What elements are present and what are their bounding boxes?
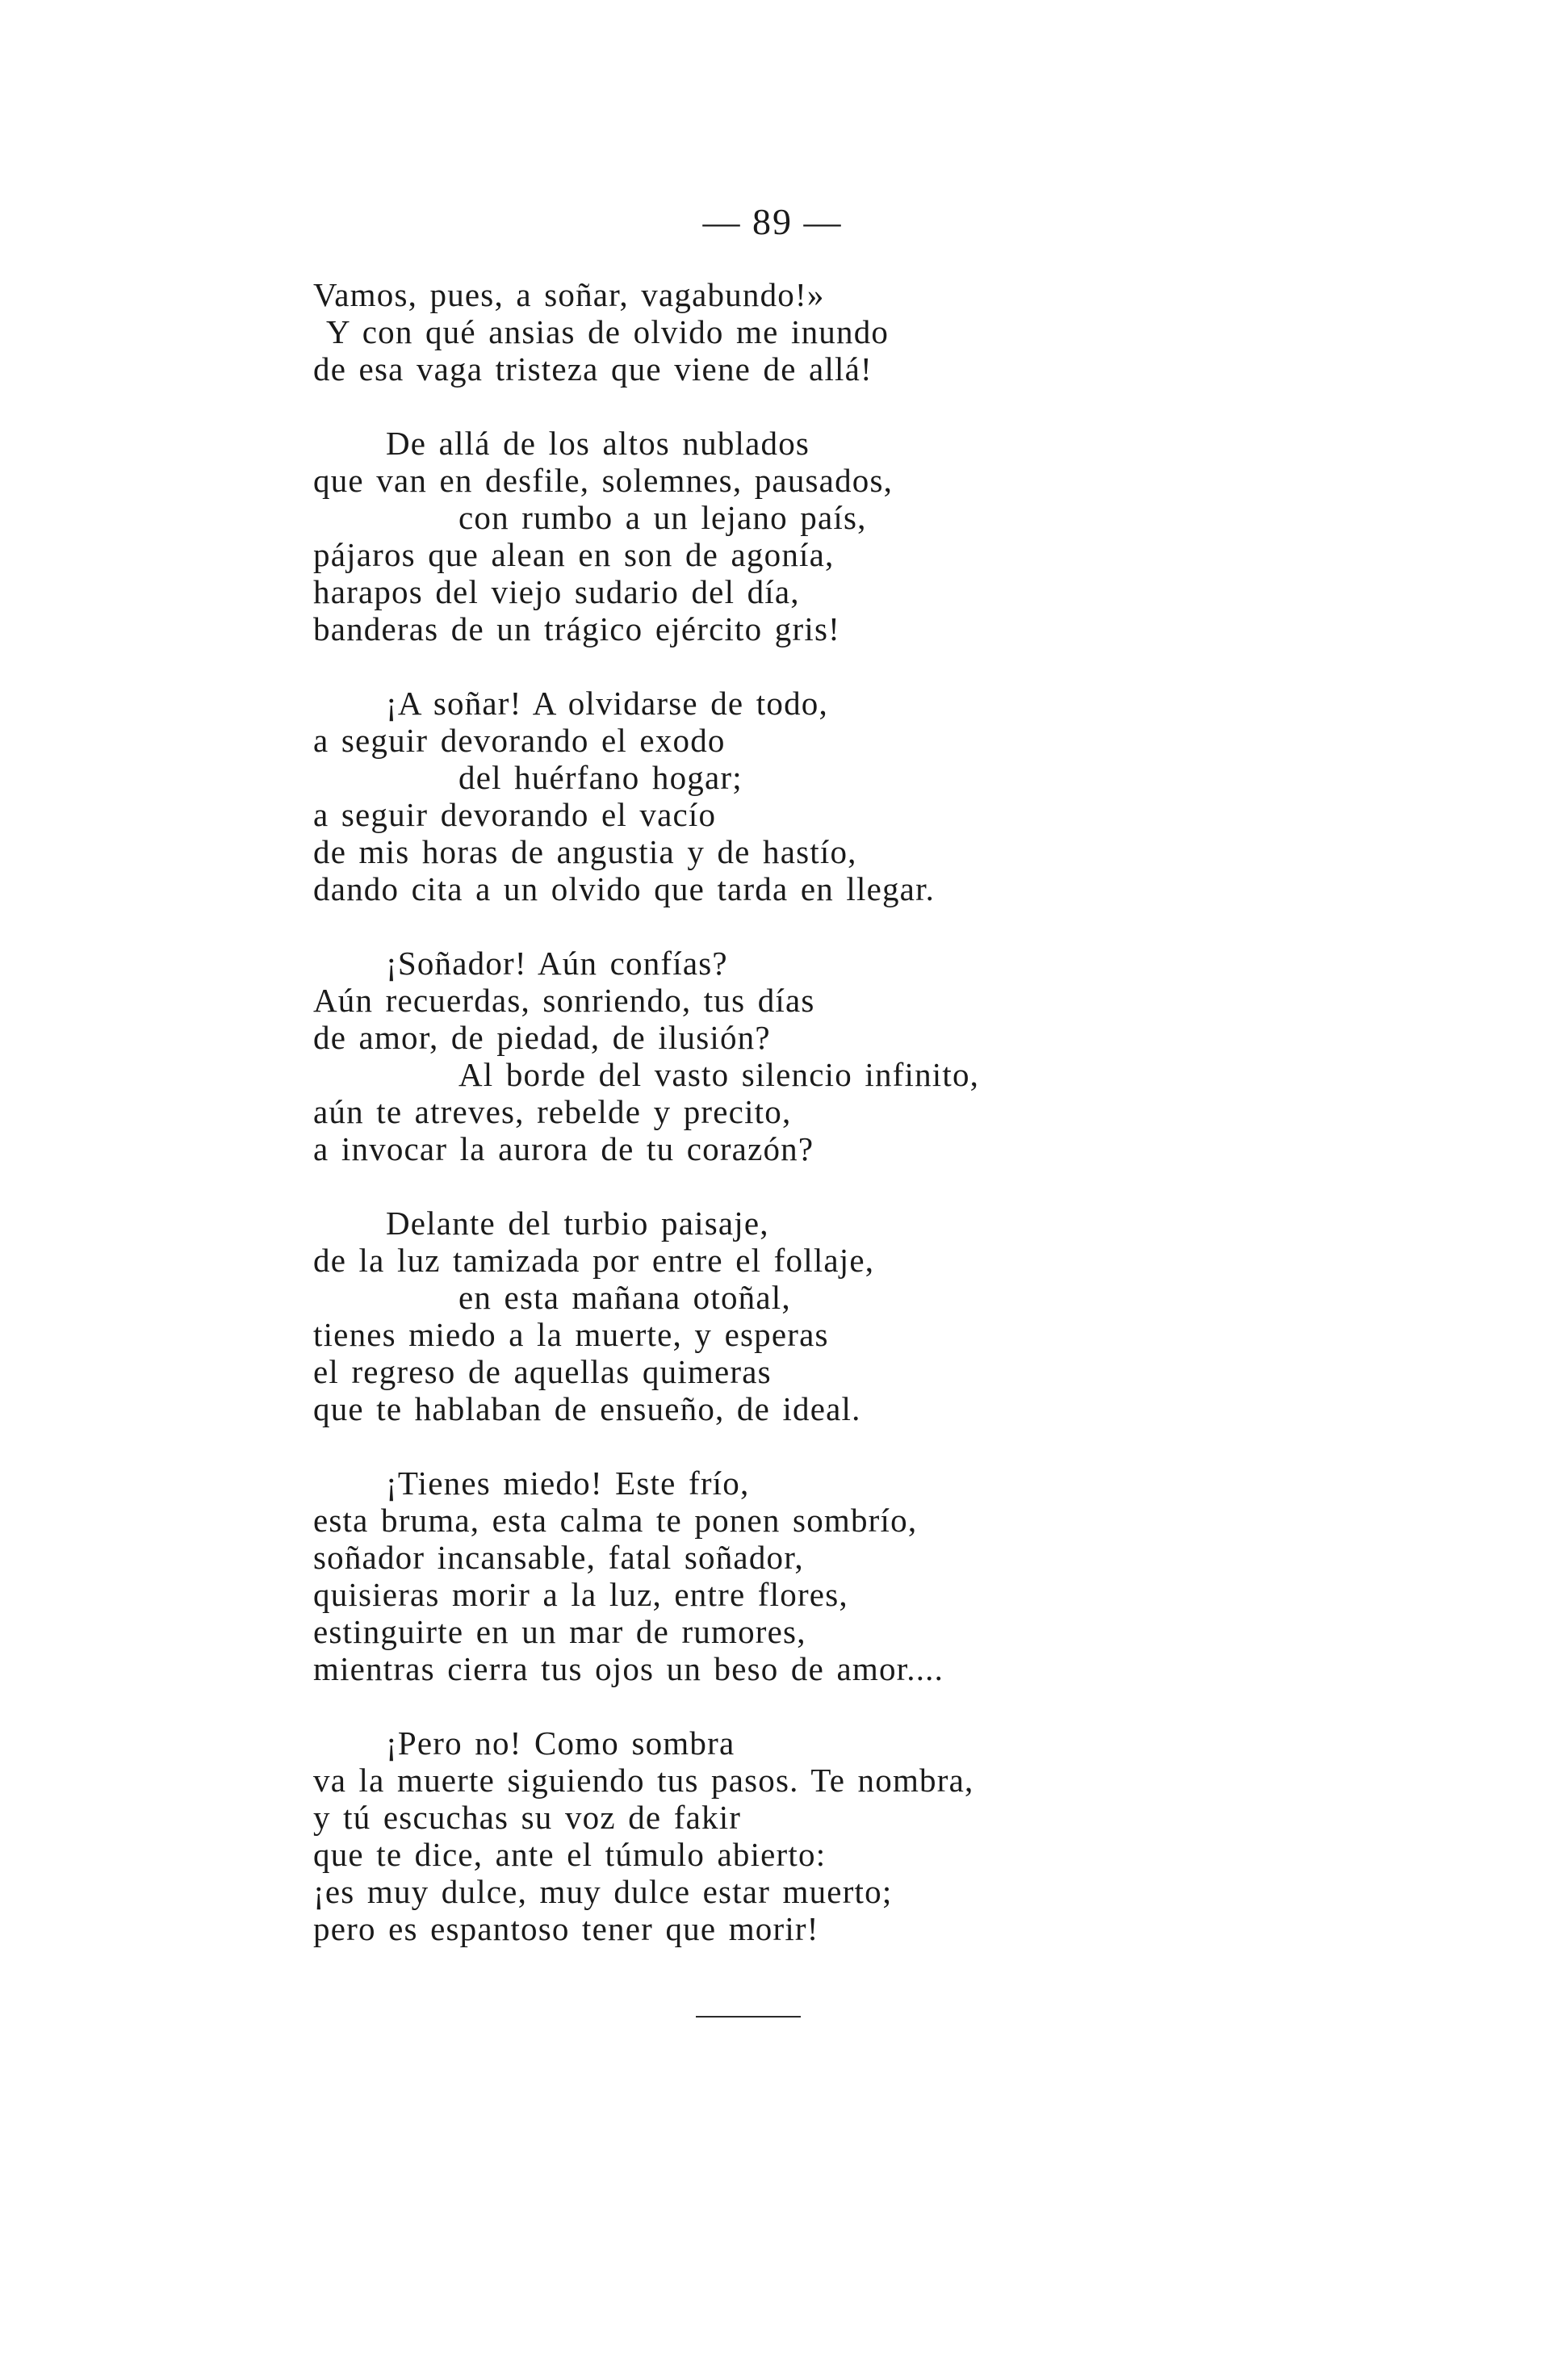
poem-line: Al borde del vasto silencio infinito, xyxy=(458,1056,980,1093)
poem-line: mientras cierra tus ojos un beso de amor.... xyxy=(313,1650,944,1687)
poem-line: con rumbo a un lejano país, xyxy=(458,499,867,536)
poem-line: a invocar la aurora de tu corazón? xyxy=(313,1130,814,1167)
poem-line: pájaros que alean en son de agonía, xyxy=(313,536,835,573)
stanza-4 xyxy=(313,945,1459,1167)
poem-line: aún te atreves, rebelde y precito, xyxy=(313,1093,792,1130)
stanza-7 xyxy=(313,1724,1459,1947)
poem-line: de esa vaga tristeza que viene de allá! xyxy=(313,350,873,388)
poem-line: va la muerte siguiendo tus pasos. Te nombra, xyxy=(313,1762,974,1799)
poem-line: Aún recuerdas, sonriendo, tus días xyxy=(313,982,815,1019)
stanza-1 xyxy=(313,276,1459,388)
poem-line: soñador incansable, fatal soñador, xyxy=(313,1539,804,1576)
poem-line: que te hablaban de ensueño, de ideal. xyxy=(313,1390,861,1427)
poem-line: ¡Pero no! Como sombra xyxy=(386,1724,735,1762)
stanza-2 xyxy=(313,425,1459,647)
poem-line: estinguirte en un mar de rumores, xyxy=(313,1613,806,1650)
poem-line: De allá de los altos nublados xyxy=(386,425,810,462)
poem-line: el regreso de aquellas quimeras xyxy=(313,1353,772,1390)
poem-line: tienes miedo a la muerte, y esperas xyxy=(313,1316,829,1353)
poem-line: de mis horas de angustia y de hastío, xyxy=(313,833,857,870)
poem-line: pero es espantoso tener que morir! xyxy=(313,1910,819,1947)
poem-line: ¡A soñar! A olvidarse de todo, xyxy=(386,685,828,722)
poem-line: que van en desfile, solemnes, pausados, xyxy=(313,462,894,499)
stanza-5 xyxy=(313,1205,1459,1427)
stanza-6 xyxy=(313,1464,1459,1687)
poem-body xyxy=(313,276,1459,1984)
poem-line: de la luz tamizada por entre el follaje, xyxy=(313,1242,875,1279)
poem-line: dando cita a un olvido que tarda en llegar. xyxy=(313,870,936,907)
poem-line: en esta mañana otoñal, xyxy=(458,1279,791,1316)
poem-line: quisieras morir a la luz, entre flores, xyxy=(313,1576,848,1613)
end-rule xyxy=(696,2016,801,2018)
poem-line: ¡Soñador! Aún confías? xyxy=(386,945,728,982)
poem-line: que te dice, ante el túmulo abierto: xyxy=(313,1836,827,1873)
page-number: — 89 — xyxy=(702,201,843,242)
poem-line: a seguir devorando el exodo xyxy=(313,722,726,759)
poem-line: Delante del turbio paisaje, xyxy=(386,1205,769,1242)
poem-line: ¡Tienes miedo! Este frío, xyxy=(386,1464,750,1502)
poem-line: harapos del viejo sudario del día, xyxy=(313,573,800,610)
poem-line: banderas de un trágico ejército gris! xyxy=(313,610,840,647)
poem-line: ¡es muy dulce, muy dulce estar muerto; xyxy=(313,1873,893,1910)
poem-line: Vamos, pues, a soñar, vagabundo!» xyxy=(313,276,825,313)
stanza-3 xyxy=(313,685,1459,907)
poem-line: a seguir devorando el vacío xyxy=(313,796,717,833)
poem-line: Y con qué ansias de olvido me inundo xyxy=(326,313,890,350)
poem-line: y tú escuchas su voz de fakir xyxy=(313,1799,742,1836)
poem-line: esta bruma, esta calma te ponen sombrío, xyxy=(313,1502,918,1539)
poem-line: del huérfano hogar; xyxy=(458,759,743,796)
poem-line: de amor, de piedad, de ilusión? xyxy=(313,1019,771,1056)
